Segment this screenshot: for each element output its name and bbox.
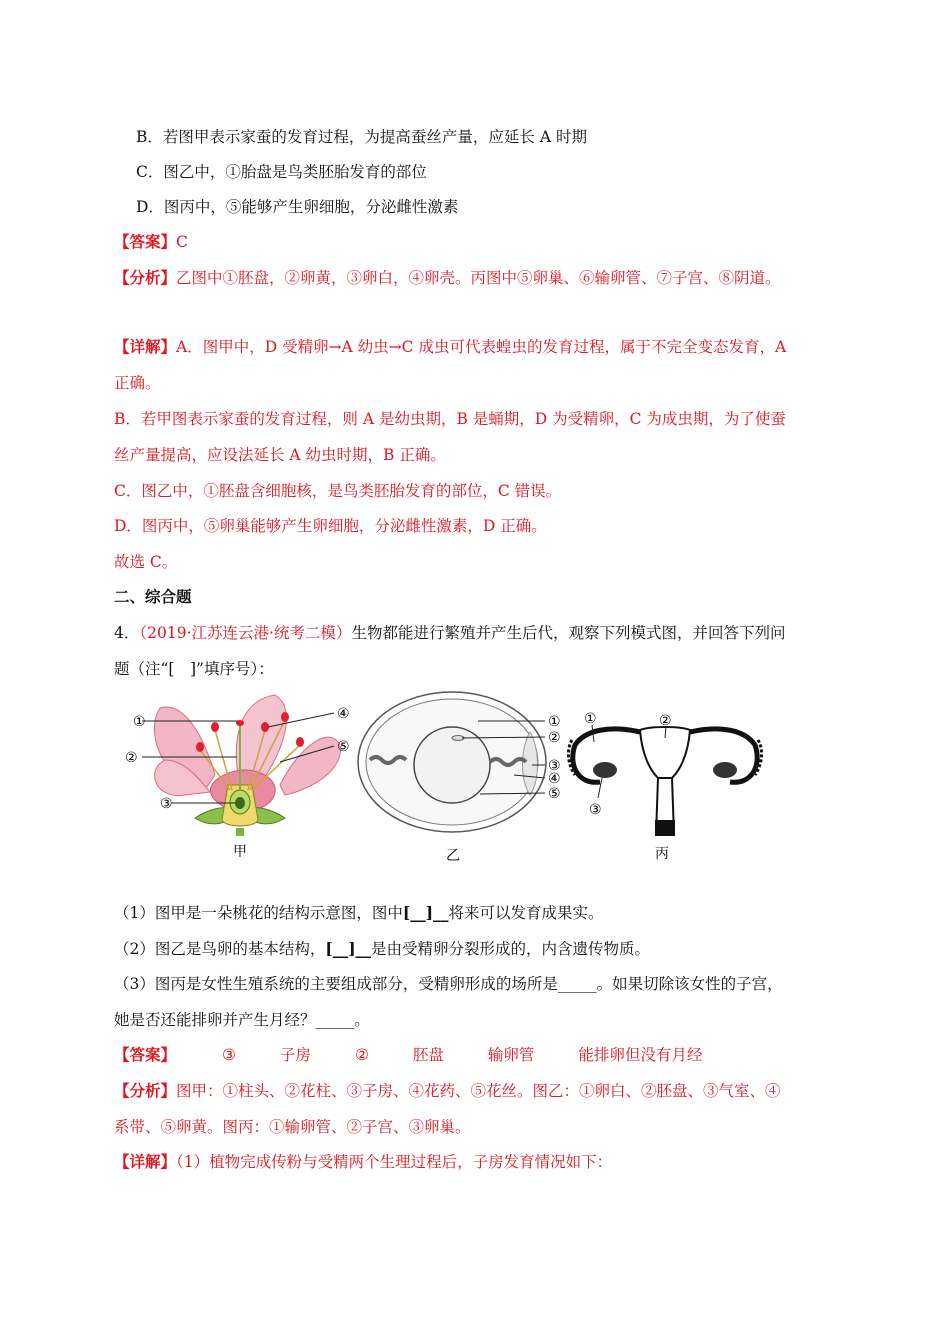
sub1-text-a: （1）图甲是一朵桃花的结构示意图，图中: [114, 904, 403, 922]
answer-value: C: [176, 233, 188, 251]
prev-detail-line-1: [114, 336, 786, 358]
prev-detail-line-3: C．图乙中，①胚盘含细胞核，是鸟类胚胎发育的部位，C 错误。: [114, 482, 562, 500]
q4-stem-line-2: 题（注“[ ]”填序号）：: [114, 660, 274, 678]
q4-number: 4．: [114, 624, 140, 642]
q4-detail-tag: 【详解】: [114, 1152, 177, 1171]
q4-sub2: [114, 938, 650, 960]
q4-answer-3: ②: [354, 1046, 369, 1064]
sub2-text-b: 是由受精卵分裂形成的，内含遗传物质。: [371, 940, 651, 958]
sub1-blank: [__]__: [402, 903, 449, 922]
option-d: D．图丙中，⑤能够产生卵细胞，分泌雌性激素: [136, 198, 459, 216]
sub2-text-a: （2）图乙是鸟卵的基本结构，: [114, 940, 326, 958]
yi-label-4: ④: [548, 771, 561, 787]
bing-label-3: ③: [589, 802, 602, 818]
q4-sub1: [114, 902, 604, 924]
section-title: 二、综合题: [114, 587, 192, 606]
q4-sub3-line-2: 她是否还能排卵并产生月经？_____。: [114, 1011, 370, 1029]
yi-label-2: ②: [548, 730, 561, 746]
q4-analysis-tag: 【分析】: [114, 1081, 177, 1100]
yi-caption: 乙: [446, 848, 460, 864]
prev-detail-line-2: B．若甲图表示家蚕的发育过程，则 A 是幼虫期，B 是蛹期，D 为受精卵，C 为成虫期，为了使蚕: [114, 410, 786, 428]
analysis-tag: 【分析】: [114, 268, 177, 287]
q4-stem-a: 生物都能进行繁殖并产生后代，观察下列模式图，并回答下列问: [351, 624, 786, 642]
prev-conclusion: 故选 C。: [114, 553, 178, 571]
q4-answer-1: ③: [222, 1046, 236, 1064]
q4-detail-text: （1）植物完成传粉与受精两个生理过程后，子房发育情况如下：: [176, 1153, 613, 1171]
bing-label-1: ①: [584, 711, 597, 727]
prev-detail-line-4: D．图丙中，⑤卵巢能够产生卵细胞，分泌雌性激素，D 正确。: [114, 517, 547, 535]
jia-caption: 甲: [233, 844, 247, 860]
sub2-blank: [__]__: [325, 939, 372, 958]
jia-label-2: ②: [125, 750, 138, 766]
q4-sub3-line-1: （3）图丙是女性生殖系统的主要组成部分，受精卵形成的场所是_____。如果切除该女性的子宫，: [114, 975, 783, 993]
yi-label-5: ⑤: [548, 786, 561, 802]
q4-stem-line-1: [114, 622, 785, 644]
q4-answer-5: 输卵管: [487, 1046, 535, 1064]
q4-answer-4: 胚盘: [412, 1046, 444, 1064]
q4-answer-2: 子房: [279, 1046, 311, 1064]
sub1-text-b: 将来可以发育成果实。: [448, 904, 604, 922]
option-c: C．图乙中，①胎盘是鸟类胚胎发育的部位: [136, 163, 427, 181]
option-b: B．若图甲表示家蚕的发育过程，为提高蚕丝产量，应延长 A 时期: [136, 128, 587, 146]
analysis-text: 乙图中①胚盘，②卵黄，③卵白，④卵壳。丙图中⑤卵巢、⑥输卵管、⑦子宫、⑧阴道。: [176, 269, 781, 287]
bing-caption: 丙: [655, 846, 669, 862]
prev-detail-line-2b: 丝产量提高，应设法延长 A 幼虫时期，B 正确。: [114, 446, 446, 464]
answer-tag: 【答案】: [114, 232, 177, 251]
q4-analysis-a: 图甲：①柱头、②花柱、③子房、④花药、⑤花丝。图乙：①卵白、②胚盘、③气室、④: [176, 1082, 781, 1100]
jia-label-1: ①: [133, 714, 146, 730]
prev-analysis-line: [114, 267, 781, 289]
q4-detail-line: [114, 1151, 612, 1173]
q4-answer-line: [114, 1044, 702, 1066]
q4-answer-tag: 【答案】: [114, 1045, 177, 1064]
detail-tag: 【详解】: [114, 337, 177, 356]
jia-label-5: ⑤: [337, 739, 350, 755]
figure-jia-flower: [125, 695, 350, 860]
q4-answer-6: 能排卵但没有月经: [578, 1046, 703, 1064]
bing-label-2: ②: [659, 713, 672, 729]
jia-label-4: ④: [337, 706, 350, 722]
q4-figures: [0, 690, 950, 870]
prev-answer-line: [114, 231, 188, 253]
yi-label-1: ①: [548, 714, 561, 730]
detail-text-a: A．图甲中，D 受精卵→A 幼虫→C 成虫可代表蝗虫的发育过程，属于不完全变态发育，A: [176, 338, 787, 356]
q4-analysis-line-1: [114, 1080, 781, 1102]
figure-yi-egg: [358, 692, 561, 864]
yi-label-3: ③: [548, 758, 561, 774]
q4-source: （2019·江苏连云港·统考二模）: [139, 624, 352, 642]
jia-label-3: ③: [160, 796, 173, 812]
figure-bing-reproductive: [568, 711, 761, 862]
q4-analysis-line-2: 系带、⑤卵黄。图丙：①输卵管、②子宫、③卵巢。: [114, 1118, 471, 1136]
prev-detail-line-1b: 正确。: [114, 374, 161, 392]
